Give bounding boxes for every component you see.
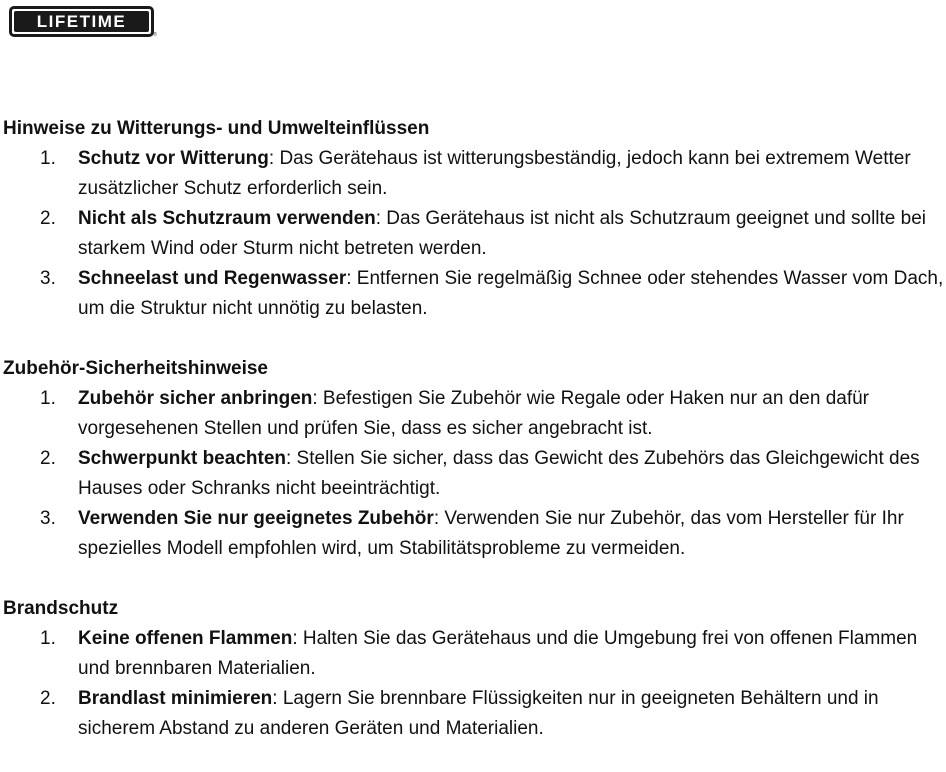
list-number: 2. [40,448,56,469]
section-weather [3,114,946,324]
item-term: Brandlast minimieren [78,688,273,709]
list-item [3,204,946,264]
item-term: Keine offenen Flammen [78,628,293,649]
lifetime-logo [9,6,157,38]
item-text: : Entfernen Sie regelmäßig Schnee oder stehendes Wasser vom Dach, um die Struktur nicht unnötig zu belasten. [78,268,944,319]
list-item [3,504,946,564]
item-text: : Verwenden Sie nur Zubehör, das vom Hersteller für Ihr spezielles Modell empfohlen wird, um Stabilitätsprobleme zu vermeiden. [78,508,904,559]
item-term: Verwenden Sie nur geeignetes Zubehör [78,508,434,529]
section-title: Hinweise zu Witterungs- und Umwelteinflüssen [3,118,430,139]
item-term: Zubehör sicher anbringen [78,388,313,409]
list-item [3,144,946,204]
logo-registered-mark: ® [153,32,157,38]
section-accessories [3,354,946,564]
list-item [3,444,946,504]
item-text: : Lagern Sie brennbare Flüssigkeiten nur in geeigneten Behältern und in sicherem Abstand zu anderen Geräten und Materialien. [78,688,879,739]
section-fire-safety [3,594,946,744]
item-text: : Das Gerätehaus ist nicht als Schutzraum geeignet und sollte bei starkem Wind oder Sturm nicht betreten werden. [78,208,926,259]
item-term: Schutz vor Witterung [78,148,269,169]
list-item [3,264,946,324]
numbered-list [3,384,946,564]
list-number: 1. [40,388,56,409]
list-number: 2. [40,688,56,709]
list-number: 1. [40,628,56,649]
list-item [3,684,946,744]
item-term: Schneelast und Regenwasser [78,268,347,289]
section-title: Zubehör-Sicherheitshinweise [3,358,268,379]
item-text: : Befestigen Sie Zubehör wie Regale oder Haken nur an den dafür vorgesehenen Stellen und prüfen Sie, dass es sicher angebracht ist. [78,388,870,439]
list-number: 3. [40,508,56,529]
section-title: Brandschutz [3,598,119,619]
logo-text: LIFETIME [14,11,149,32]
list-item [3,384,946,444]
list-number: 1. [40,148,56,169]
item-text: : Halten Sie das Gerätehaus und die Umgebung frei von offenen Flammen und brennbaren Materialien. [78,628,918,679]
item-term: Schwerpunkt beachten [78,448,286,469]
item-text: : Stellen Sie sicher, dass das Gewicht des Zubehörs das Gleichgewicht des Hauses oder Schranks nicht beeinträchtigt. [78,448,920,499]
item-term: Nicht als Schutzraum verwenden [78,208,376,229]
list-item [3,624,946,684]
item-text: : Das Gerätehaus ist witterungsbeständig, jedoch kann bei extremem Wetter zusätzlicher Schutz erforderlich sein. [78,148,911,199]
numbered-list [3,624,946,744]
numbered-list [3,144,946,324]
list-number: 3. [40,268,56,289]
list-number: 2. [40,208,56,229]
document-body [3,114,946,744]
